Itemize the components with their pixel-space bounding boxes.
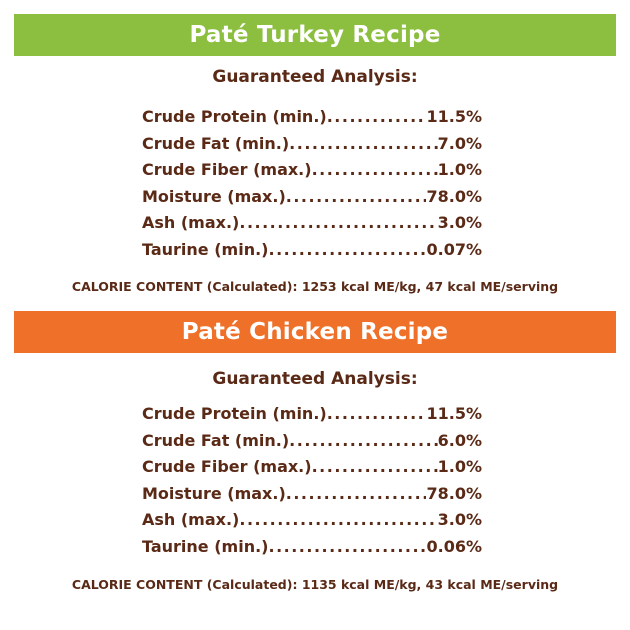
- analysis-value: 11.5%: [426, 107, 482, 126]
- analysis-value: 7.0%: [437, 133, 482, 153]
- dot-leader: [268, 534, 426, 561]
- dot-leader: [286, 184, 427, 211]
- dot-leader: [268, 237, 426, 264]
- analysis-value: 11.5%: [426, 404, 482, 423]
- analysis-row: [142, 401, 482, 428]
- analysis-label: Ash (max.): [142, 510, 240, 529]
- analysis-label: Moisture (max.): [142, 186, 286, 206]
- analysis-row: [142, 157, 482, 184]
- chicken-analysis-list: [142, 401, 482, 560]
- chicken-recipe-banner: [14, 311, 616, 353]
- turkey-analysis-heading: Guaranteed Analysis:: [212, 67, 418, 87]
- dot-leader: [312, 454, 438, 481]
- chicken-analysis-heading: Guaranteed Analysis:: [212, 369, 418, 389]
- analysis-value: 1.0%: [437, 160, 482, 179]
- dot-leader: [286, 481, 427, 508]
- turkey-analysis-list: [142, 104, 482, 263]
- analysis-row: [142, 507, 482, 534]
- dot-leader: [327, 104, 427, 131]
- analysis-row: [142, 131, 482, 158]
- analysis-value: 3.0%: [437, 213, 482, 232]
- analysis-value: 0.07%: [426, 239, 482, 259]
- analysis-row: [142, 481, 482, 508]
- analysis-row: [142, 454, 482, 481]
- analysis-row: [142, 237, 482, 264]
- turkey-calorie-content: CALORIE CONTENT (Calculated): 1253 kcal ME/kg, 47 kcal ME/serving: [71, 279, 559, 294]
- dot-leader: [327, 401, 427, 428]
- analysis-row: [142, 184, 482, 211]
- analysis-label: Crude Fat (min.): [142, 430, 290, 450]
- analysis-label: Crude Protein (min.): [142, 404, 327, 423]
- analysis-value: 78.0%: [426, 186, 482, 206]
- analysis-row: [142, 428, 482, 455]
- analysis-label: Taurine (min.): [142, 536, 269, 556]
- chicken-calorie-content: CALORIE CONTENT (Calculated): 1135 kcal ME/kg, 43 kcal ME/serving: [71, 577, 559, 592]
- dot-leader: [289, 428, 437, 455]
- analysis-label: Crude Fat (min.): [142, 133, 290, 153]
- analysis-row: [142, 534, 482, 561]
- analysis-label: Crude Fiber (max.): [142, 160, 312, 179]
- turkey-recipe-banner: [14, 14, 616, 56]
- analysis-value: 78.0%: [426, 483, 482, 503]
- analysis-label: Moisture (max.): [142, 483, 286, 503]
- analysis-label: Crude Fiber (max.): [142, 457, 312, 476]
- chicken-recipe-title: Paté Chicken Recipe: [181, 319, 449, 345]
- dot-leader: [239, 507, 437, 534]
- turkey-recipe-title: Paté Turkey Recipe: [189, 22, 441, 48]
- analysis-value: 3.0%: [437, 510, 482, 529]
- dot-leader: [239, 210, 437, 237]
- analysis-label: Ash (max.): [142, 213, 240, 232]
- analysis-row: [142, 210, 482, 237]
- analysis-value: 6.0%: [437, 430, 482, 450]
- dot-leader: [312, 157, 438, 184]
- analysis-row: [142, 104, 482, 131]
- analysis-label: Crude Protein (min.): [142, 107, 327, 126]
- analysis-value: 1.0%: [437, 457, 482, 476]
- analysis-value: 0.06%: [426, 536, 482, 556]
- analysis-label: Taurine (min.): [142, 239, 269, 259]
- dot-leader: [289, 131, 437, 158]
